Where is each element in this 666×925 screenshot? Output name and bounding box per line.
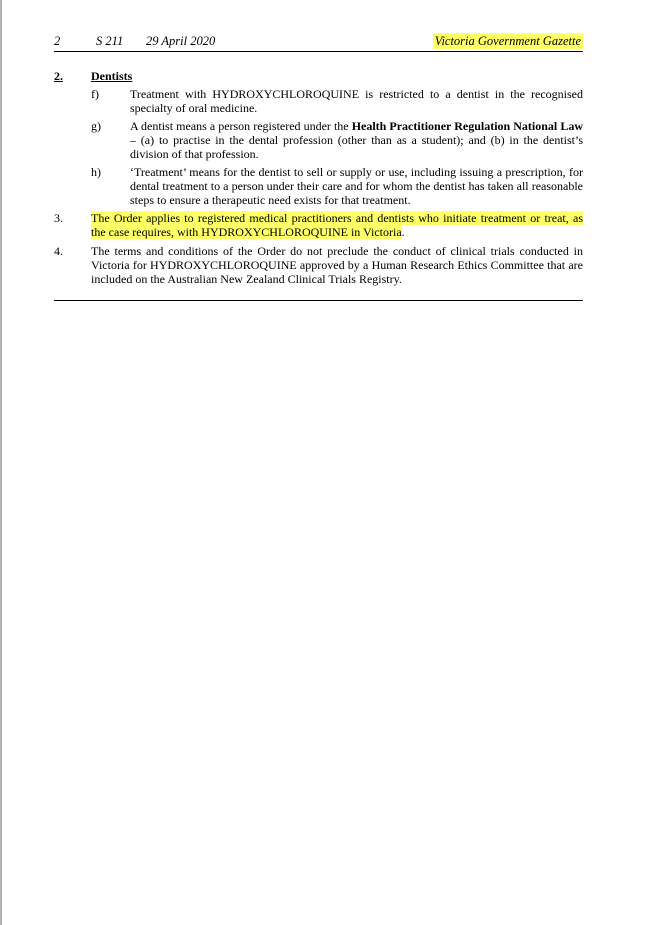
footer-rule <box>54 300 583 301</box>
item-text: The terms and conditions of the Order do not preclude the conduct of clinical trials conducted in Victoria for HYDROXYCHLOROQUINE approved by a Human Research Ethics Committee that are included on the Australian New Zealand Clinical Trials Registry. <box>91 244 583 286</box>
subitem-marker: h) <box>91 165 101 179</box>
header-rule <box>54 51 583 52</box>
subitem-text-after: – (a) to practise in the dental profession (other than as a student); and (b) in the dentist’s division of that profession. <box>130 133 583 161</box>
item-4 <box>54 244 583 286</box>
issue-number: S 211 <box>96 34 124 48</box>
highlighted-text: The Order applies to registered medical practitioners and dentists who initiate treatment or treat, as the case requires, with HYDROXYCHLOROQUINE in Victoria <box>91 211 583 239</box>
section-number: 2. <box>54 69 63 83</box>
subitem-f <box>54 87 583 115</box>
subitem-h <box>54 165 583 207</box>
publication-title: Victoria Government Gazette <box>434 34 581 48</box>
section-title: Dentists <box>91 69 133 83</box>
subitem-marker: f) <box>91 87 99 101</box>
issue-date: 29 April 2020 <box>146 34 216 48</box>
page-header <box>54 33 583 49</box>
subitem-text: ‘Treatment’ means for the dentist to sell or supply or use, including issuing a prescription, for dental treatment to a person under their care and for whom the dentist has taken all reasonable steps to ensure a therapeutic need exists for that treatment. <box>130 165 583 207</box>
section-heading <box>54 69 583 84</box>
subitem-text: Treatment with HYDROXYCHLOROQUINE is restricted to a dentist in the recognised specialty of oral medicine. <box>130 87 583 115</box>
subitem-marker: g) <box>91 119 101 133</box>
item-text-after: . <box>401 225 405 239</box>
item-marker: 4. <box>54 244 63 258</box>
item-marker: 3. <box>54 211 63 225</box>
law-name: Health Practitioner Regulation National Law <box>351 119 583 133</box>
page-number: 2 <box>54 34 61 48</box>
page-edge <box>0 0 2 925</box>
subitem-text-before: A dentist means a person registered under the <box>130 119 352 133</box>
item-3 <box>54 211 583 239</box>
document-body <box>54 69 583 291</box>
subitem-g <box>54 119 583 161</box>
